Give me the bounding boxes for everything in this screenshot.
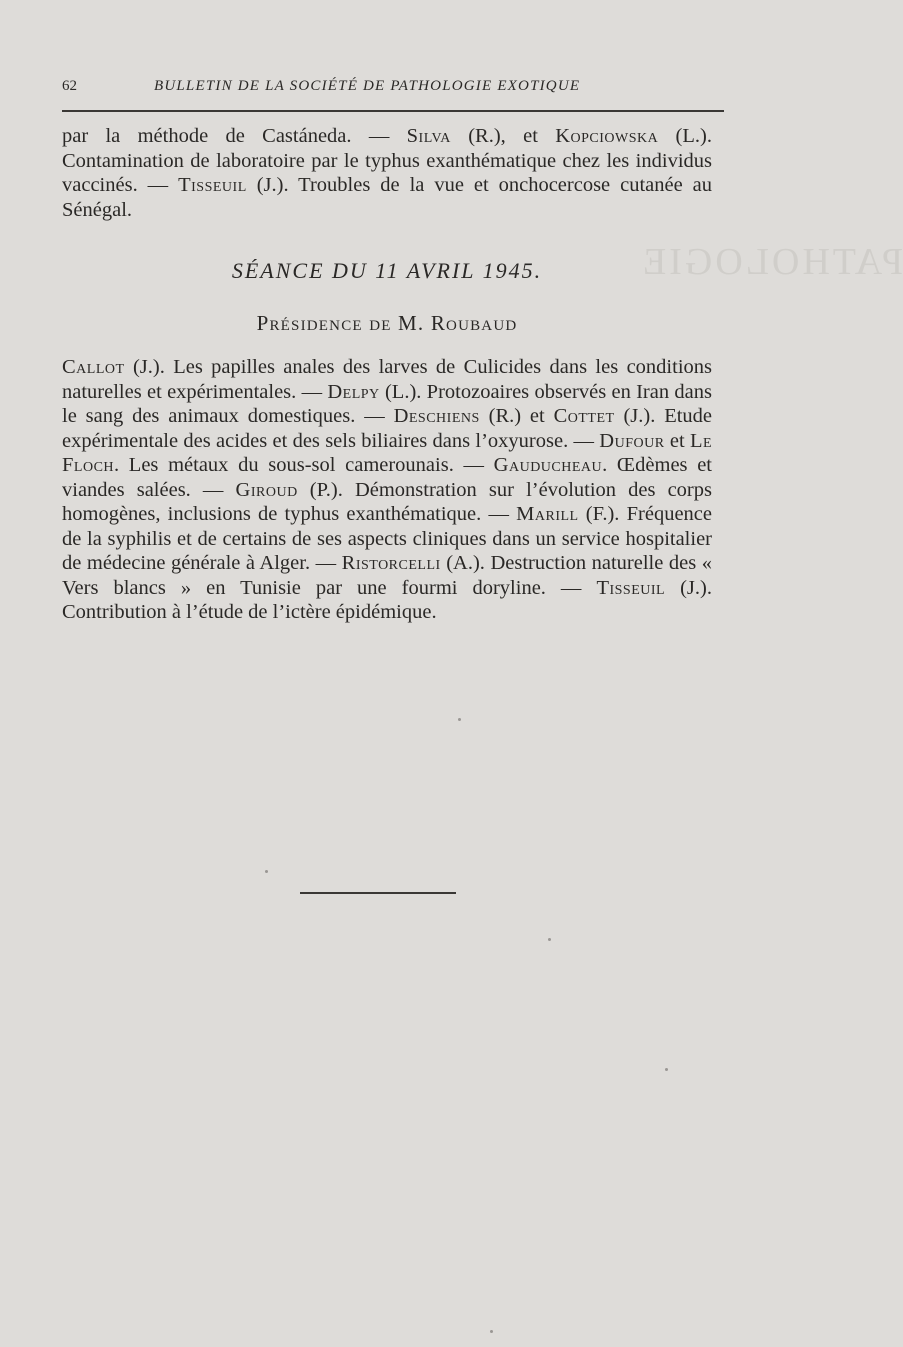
author-name: Kopciowska (555, 125, 659, 147)
author-name: Marill (516, 503, 579, 525)
presidence-label: Présidence de M. (256, 311, 431, 335)
text-run: . Les métaux du sous-sol camerounais. — (114, 454, 494, 476)
author-name: Tisseuil (596, 576, 666, 599)
running-head (62, 76, 724, 100)
text-run: (P.). Démonstration sur l’évolution des corps homogènes, inclusions de typhus exanthématique. — (62, 478, 712, 525)
text-run: (L.). Contamination de laboratoire par le typhus exanthématique chez les individus vaccinés. — (62, 125, 712, 196)
author-name: Tisseuil (178, 174, 247, 196)
author-name: Cottet (553, 405, 615, 427)
text-run: (R.) et (479, 405, 554, 427)
author-name: Silva (406, 125, 451, 147)
author-name: Callot (62, 356, 125, 378)
intro-paragraph (62, 124, 712, 222)
author-name: Deschiens (393, 405, 480, 427)
paper-speck (665, 1068, 668, 1071)
paper-speck (490, 1330, 493, 1333)
paper-speck (265, 870, 268, 873)
session-title: SÉANCE DU 11 AVRIL 1945. (231, 258, 543, 283)
text-run: (J.). Contribution à l’étude de l’ictère épidémique. (62, 576, 712, 623)
author-name: Le Floch (62, 429, 713, 476)
author-name: Delpy (327, 380, 380, 403)
text-run: par la méthode de Castáneda. — (62, 125, 407, 147)
text-run: (J.). Les papilles anales des larves de Culicides dans les conditions naturelles et expérimentales. — (62, 356, 712, 403)
author-name: Giroud (235, 478, 298, 501)
author-name: Dufour (599, 429, 665, 452)
journal-title: BULLETIN DE LA SOCIÉTÉ DE PATHOLOGIE EXOTIQUE (154, 78, 581, 94)
text-run: (L.). Protozoaires observés en Iran dans le sang des animaux domestiques. — (62, 380, 712, 427)
text-run: (J.). Troubles de la vue et onchocercose cutanée au Sénégal. (62, 174, 713, 221)
paper-speck (548, 938, 551, 941)
closing-rule (300, 892, 456, 894)
show-through-texture: PATHOLOGIE (640, 241, 903, 283)
text-run: (R.), et (450, 125, 556, 147)
text-run: . Œdèmes et viandes salées. — (62, 454, 712, 501)
presidence-line (62, 311, 712, 336)
communications-paragraph (62, 355, 712, 625)
text-run: (F.). Fréquence de la syphilis et de certains de ses aspects cliniques dans un service hospitalier de médecine générale à Alger. — (62, 503, 712, 574)
paper-speck (458, 718, 461, 721)
header-rule (62, 110, 724, 112)
text-run: (J.). Etude expérimentale des acides et des sels biliaires dans l’oxyurose. — (62, 405, 713, 452)
text-run: et (664, 429, 690, 452)
author-name: Ristorcelli (341, 552, 441, 574)
text-run: (A.). Destruction naturelle des « Vers blancs » en Tunisie par une fourmi doryline. — (62, 552, 712, 599)
author-name: Gauducheau (493, 454, 603, 476)
page-number: 62 (62, 78, 77, 94)
president-name: Roubaud (430, 311, 518, 335)
